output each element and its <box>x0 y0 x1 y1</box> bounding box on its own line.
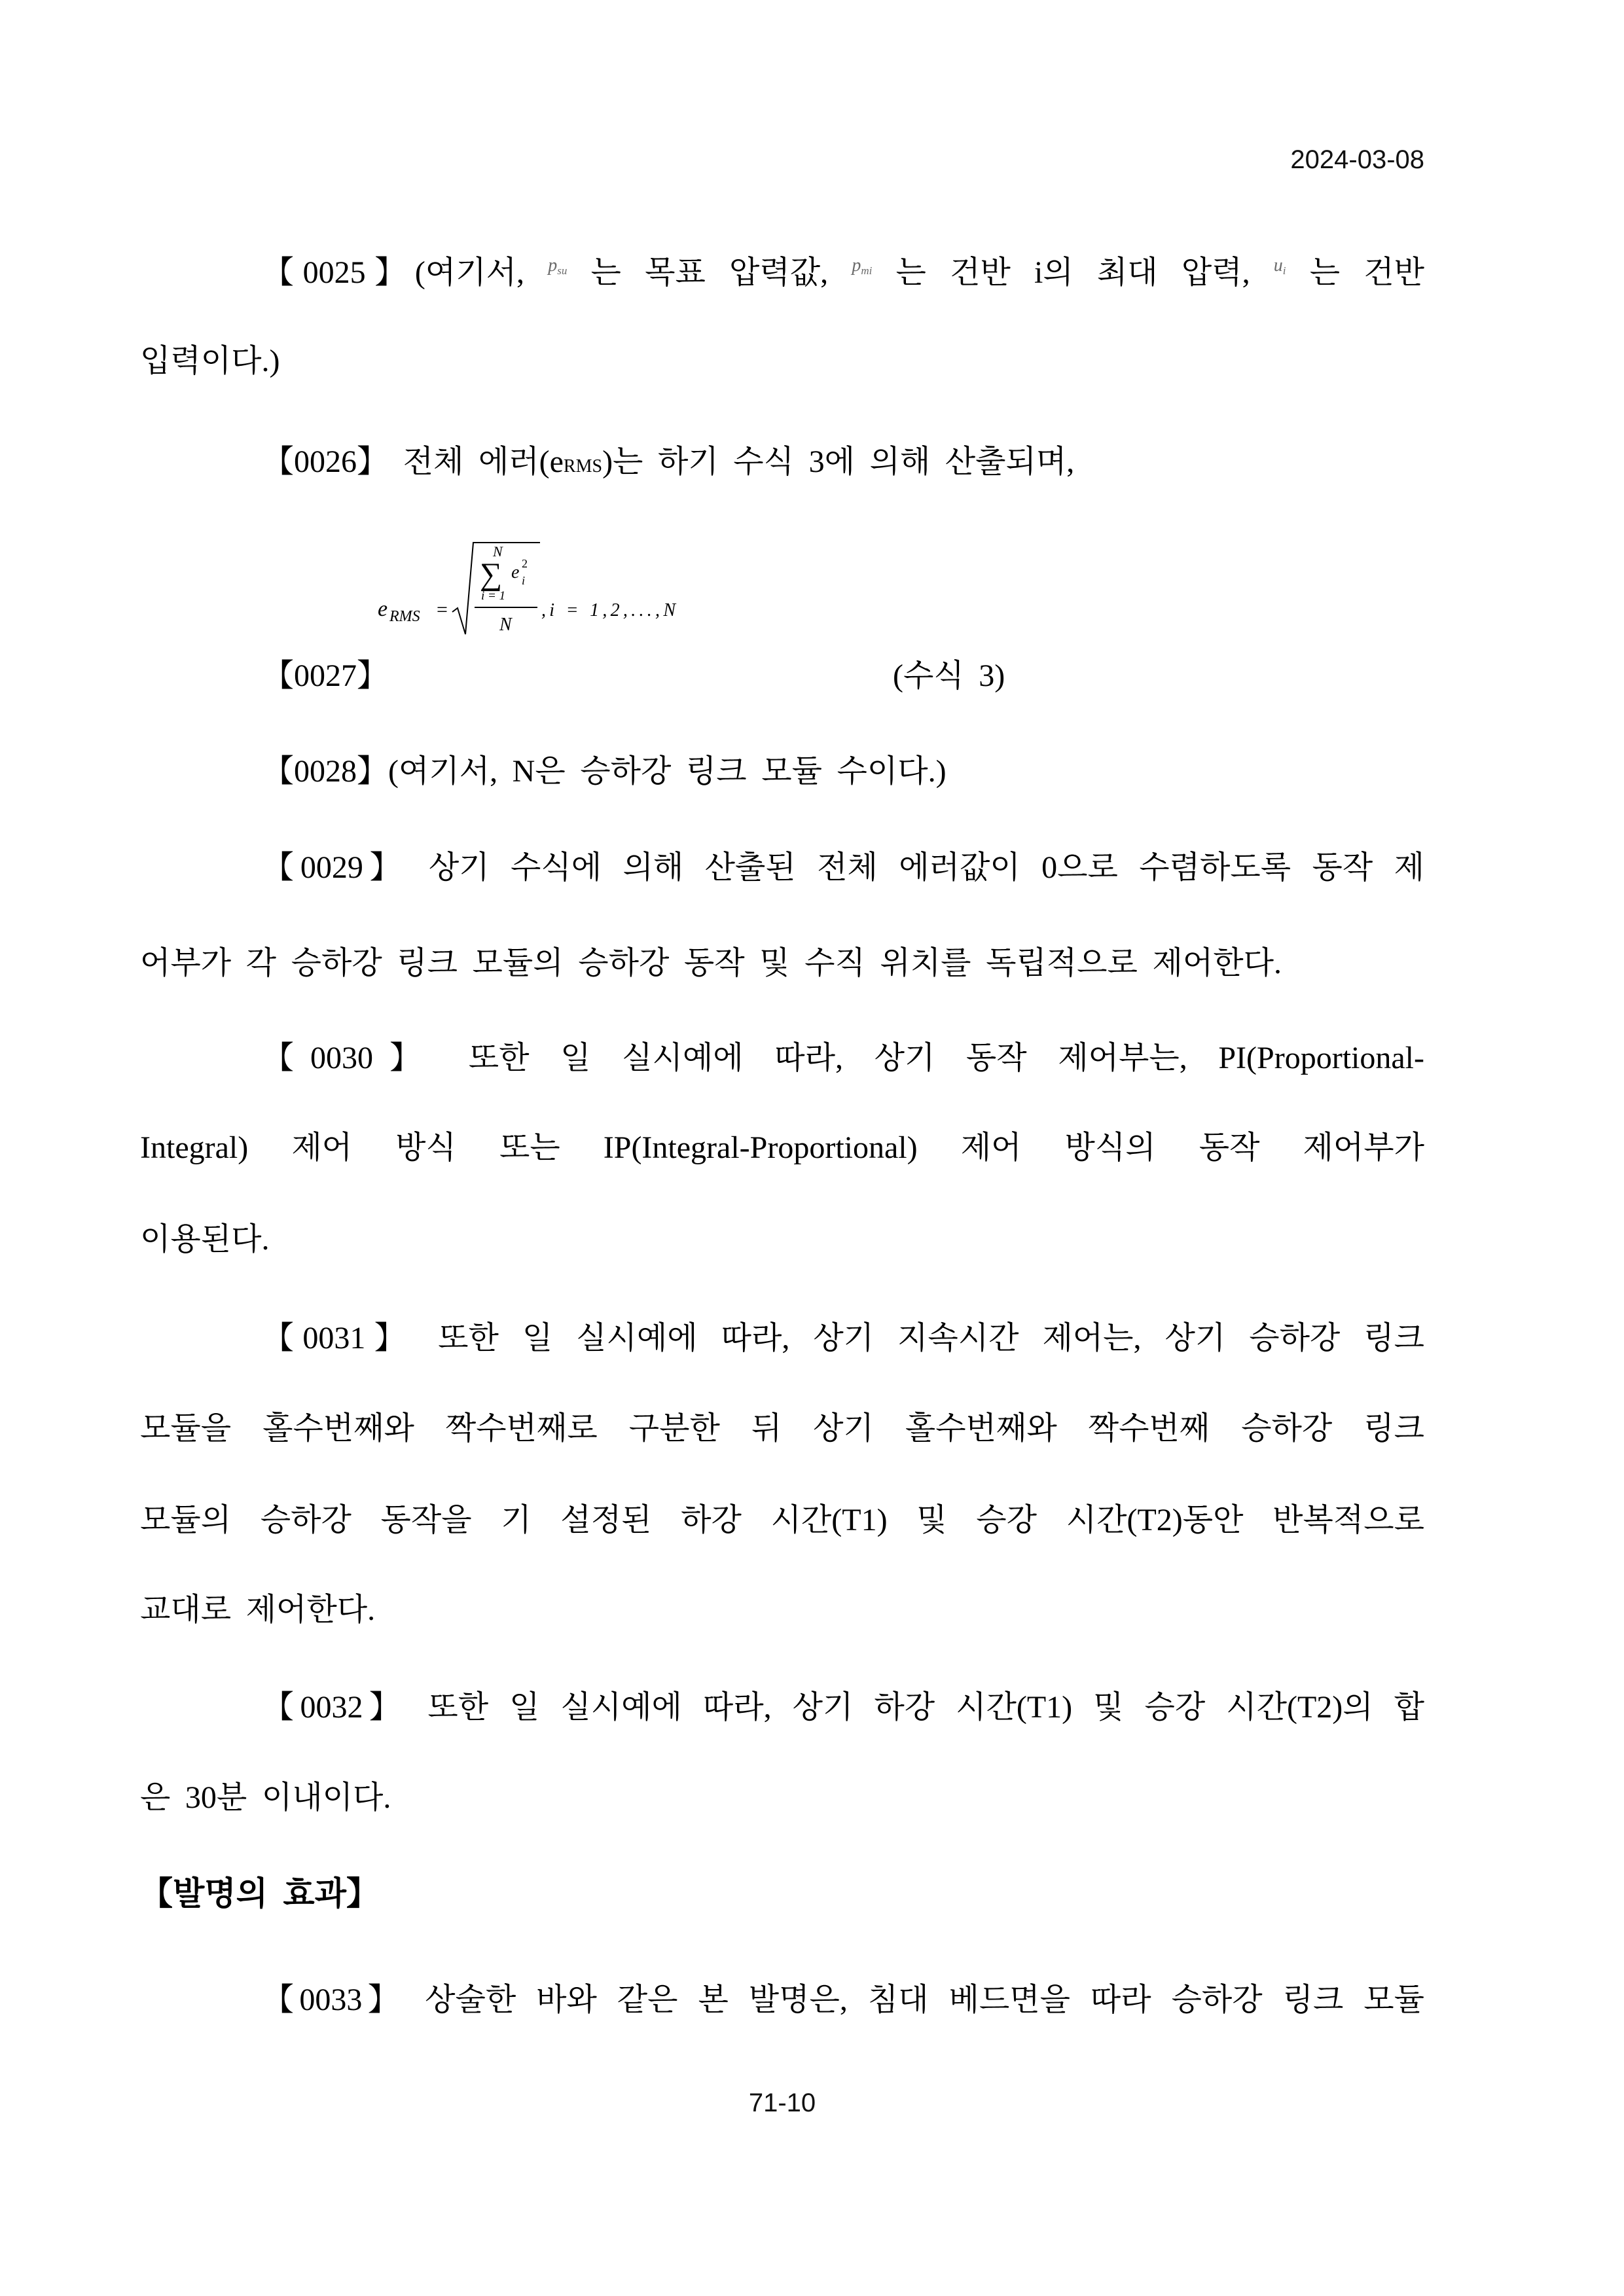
para-0026-number: 【0026】 <box>262 444 389 479</box>
para-0025-text-4: 는 건반 <box>1309 255 1425 290</box>
symbol-subscript: mi <box>861 264 873 277</box>
symbol-subscript: su <box>557 264 568 277</box>
key-input-symbol <box>1274 255 1286 276</box>
para-0031-line-4: 교대로 제어한다. <box>140 1592 376 1627</box>
para-0027-number: 【0027】 <box>262 658 389 693</box>
symbol-subscript: i <box>1282 264 1286 277</box>
page-number: 71-10 <box>748 2089 816 2117</box>
formula-sum-symbol: ∑ <box>480 557 503 592</box>
para-0025-text-1: (여기서, <box>414 255 524 290</box>
formula-summand-subscript: i <box>522 574 526 587</box>
formula-summand: e <box>511 562 520 583</box>
rms-error-formula <box>376 539 684 637</box>
section-heading: 【발명의 효과】 <box>140 1875 379 1912</box>
para-0026-text-before: 전체 에러(e <box>403 444 564 479</box>
para-0029-line-1 <box>262 847 1424 889</box>
para-0030-text-1: 또한 일 실시예에 따라, 상기 동작 제어부는, PI(Proportional- <box>468 1041 1424 1075</box>
para-0031-line-1 <box>262 1318 1424 1359</box>
formula-lhs-subscript: RMS <box>389 608 420 625</box>
para-0032-text-1: 또한 일 실시예에 따라, 상기 하강 시간(T1) 및 승강 시간(T2)의 합 <box>427 1690 1424 1725</box>
para-0031-line-2: 모듈을 홀수번째와 짝수번째로 구분한 뒤 상기 홀수번째와 짝수번째 승하강 링크 <box>140 1411 1424 1446</box>
para-0032-line-2: 은 30분 이내이다. <box>140 1780 391 1815</box>
para-0029-line-2: 어부가 각 승하강 링크 모듈의 승하강 동작 및 수직 위치를 독립적으로 제어한다. <box>140 946 1282 980</box>
target-pressure-symbol <box>548 255 567 276</box>
para-0025-text-2: 는 목표 압력값, <box>590 255 829 290</box>
para-0030-line-2: Integral) 제어 방식 또는 IP(Integral-Proportional) 제어 방식의 동작 제어부가 <box>140 1130 1424 1165</box>
equation-label: (수식 3) <box>893 658 1005 693</box>
para-0026-line-1 <box>262 441 1424 483</box>
para-0025-line-1 <box>262 252 1424 294</box>
symbol-base: p <box>852 255 861 276</box>
para-0028-line-1 <box>262 751 1424 793</box>
para-0033-line-1 <box>262 1979 1424 2021</box>
para-0030-number: 【0030】 <box>262 1041 438 1075</box>
formula-equals: = <box>437 599 448 620</box>
formula-index-range: ,i = 1,2,...,N <box>541 600 676 620</box>
para-0025-number: 【0025】 <box>262 255 415 290</box>
formula-denominator: N <box>499 615 512 635</box>
para-0026-text-after: )는 하기 수식 3에 의해 산출되며, <box>602 444 1075 479</box>
symbol-base: u <box>1273 255 1283 276</box>
publication-date: 2024-03-08 <box>1290 145 1424 174</box>
para-0032-number: 【0032】 <box>262 1690 407 1725</box>
formula-summand-superscript: 2 <box>522 557 528 570</box>
symbol-base: p <box>548 255 558 276</box>
para-0030-line-1 <box>262 1037 1424 1079</box>
para-0032-line-1 <box>262 1687 1424 1729</box>
para-0028-text: (여기서, N은 승하강 링크 모듈 수이다.) <box>388 754 947 789</box>
para-0026-rms-subscript: RMS <box>563 456 603 476</box>
para-0025-line-2: 입력이다.) <box>140 344 280 378</box>
para-0025-text-3: 는 건반 i의 최대 압력, <box>895 255 1250 290</box>
formula-lhs: e <box>378 597 388 621</box>
para-0029-text-1: 상기 수식에 의해 산출된 전체 에러값이 0으로 수렴하도록 동작 제 <box>428 850 1424 885</box>
para-0033-text-1: 상술한 바와 같은 본 발명은, 침대 베드면을 따라 승하강 링크 모듈 <box>425 1982 1424 2017</box>
para-0031-number: 【0031】 <box>262 1321 415 1355</box>
para-0033-number: 【0033】 <box>262 1982 405 2017</box>
max-key-pressure-symbol <box>852 255 872 276</box>
formula-sum-lower-limit: i = 1 <box>481 589 506 603</box>
para-0031-line-3: 모듈의 승하강 동작을 기 설정된 하강 시간(T1) 및 승강 시간(T2)동안 반복적으로 <box>140 1503 1424 1537</box>
para-0028-number: 【0028】 <box>262 754 389 789</box>
para-0031-text-1: 또한 일 실시예에 따라, 상기 지속시간 제어는, 상기 승하강 링크 <box>438 1321 1424 1355</box>
para-0030-line-3: 이용된다. <box>140 1222 270 1257</box>
para-0029-number: 【0029】 <box>262 850 408 885</box>
formula-sum-upper-limit: N <box>493 543 503 560</box>
